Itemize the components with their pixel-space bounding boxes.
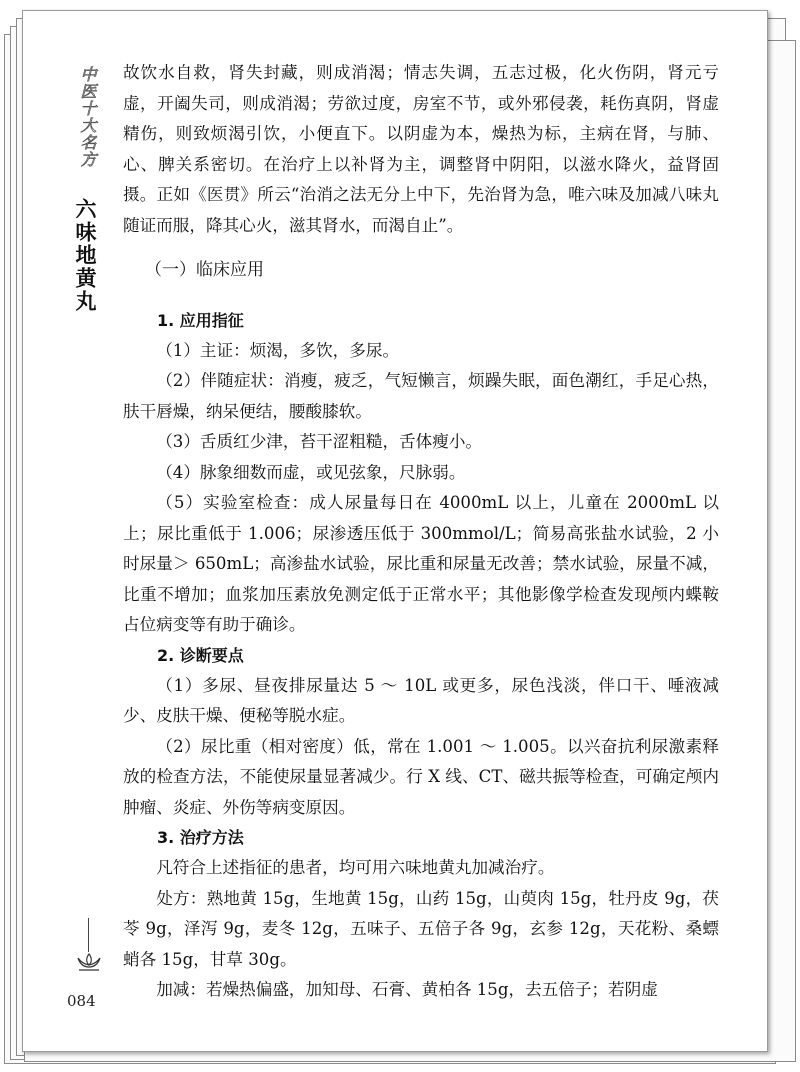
list-item: 处方：熟地黄 15g，生地黄 15g，山药 15g，山萸肉 15g，牡丹皮 9g，茯苓 9g，泽泻 9g，麦冬 12g，五味子、五倍子各 9g，玄参 12g，天花粉、桑螵蛸各 15g，甘草 30g。 — [123, 888, 719, 969]
list-item: （1）多尿、昼夜排尿量达 5 ～ 10L 或更多，尿色浅淡，伴口干、唾液减少、皮肤干燥、便秘等脱水症。 — [123, 675, 719, 725]
list-item: 凡符合上述指征的患者，均可用六味地黄丸加减治疗。 — [156, 858, 555, 877]
page-content — [123, 58, 719, 1006]
intro-paragraph: 故饮水自救，肾失封藏，则成消渴；情志失调，五志过极，化火伤阴，肾元亏虚，开阖失司，则成消渴；劳欲过度，房室不节，或外邪侵袭，耗伤真阴，肾虚精伤，则致烦渴引饮，小便直下。以阴虚为本，燥热为标，主病在肾，与肺、心、脾关系密切。在治疗上以补肾为主，调整肾中阴阳，以滋水降火，益肾固摄。正如《医贯》所云“治消之法无分上中下，先治肾为急，唯六味及加减八味丸随证而服，降其心火，滋其肾水，而渴自止”。 — [123, 63, 719, 235]
lotus-ornament-icon — [74, 950, 104, 974]
chapter-title-vertical: 六味地黄丸 — [73, 198, 97, 313]
subheading-diagnosis: 2. 诊断要点 — [157, 645, 244, 665]
section-heading: （一）临床应用 — [145, 260, 264, 280]
list-item: （4）脉象细数而虚，或见弦象，尺脉弱。 — [156, 462, 466, 482]
series-title-vertical: 中医十大名方 — [78, 66, 97, 168]
list-item: （2）尿比重（相对密度）低，常在 1.001 ～ 1.005。以兴奋抗利尿激素释放的检查方法，不能使尿量显著减少。行 X 线、CT、磁共振等检查，可确定颅内肿瘤、炎症、外伤等病变原因。 — [123, 736, 719, 817]
list-item: （5）实验室检查：成人尿量每日在 4000mL 以上，儿童在 2000mL 以上；尿比重低于 1.006；尿渗透压低于 300mmol/L；简易高张盐水试验，2 小时尿量＞ 650mL；高渗盐水试验，尿比重和尿量无改善；禁水试验，尿量不减，比重不增加；血浆加压素放免测定低于正常水平；其他影像学检查发现颅内蝶鞍占位病变等有助于确诊。 — [123, 493, 719, 634]
subheading-treatment: 3. 治疗方法 — [157, 828, 244, 847]
list-item: 加减：若燥热偏盛，加知母、石膏、黄柏各 15g，去五倍子；若阴虚 — [156, 980, 658, 999]
ornament-line — [88, 918, 89, 952]
list-item: （3）舌质红少津，苔干涩粗糙，舌体瘦小。 — [156, 432, 483, 451]
list-item: （2）伴随症状：消瘦，疲乏，气短懒言，烦躁失眠，面色潮红，手足心热，肤干唇燥，纳呆便结，腰酸膝软。 — [123, 371, 719, 421]
page-number: 084 — [67, 992, 96, 1010]
subheading-indications: 1. 应用指征 — [157, 310, 244, 330]
list-item: （1）主证：烦渴，多饮，多尿。 — [156, 340, 400, 360]
